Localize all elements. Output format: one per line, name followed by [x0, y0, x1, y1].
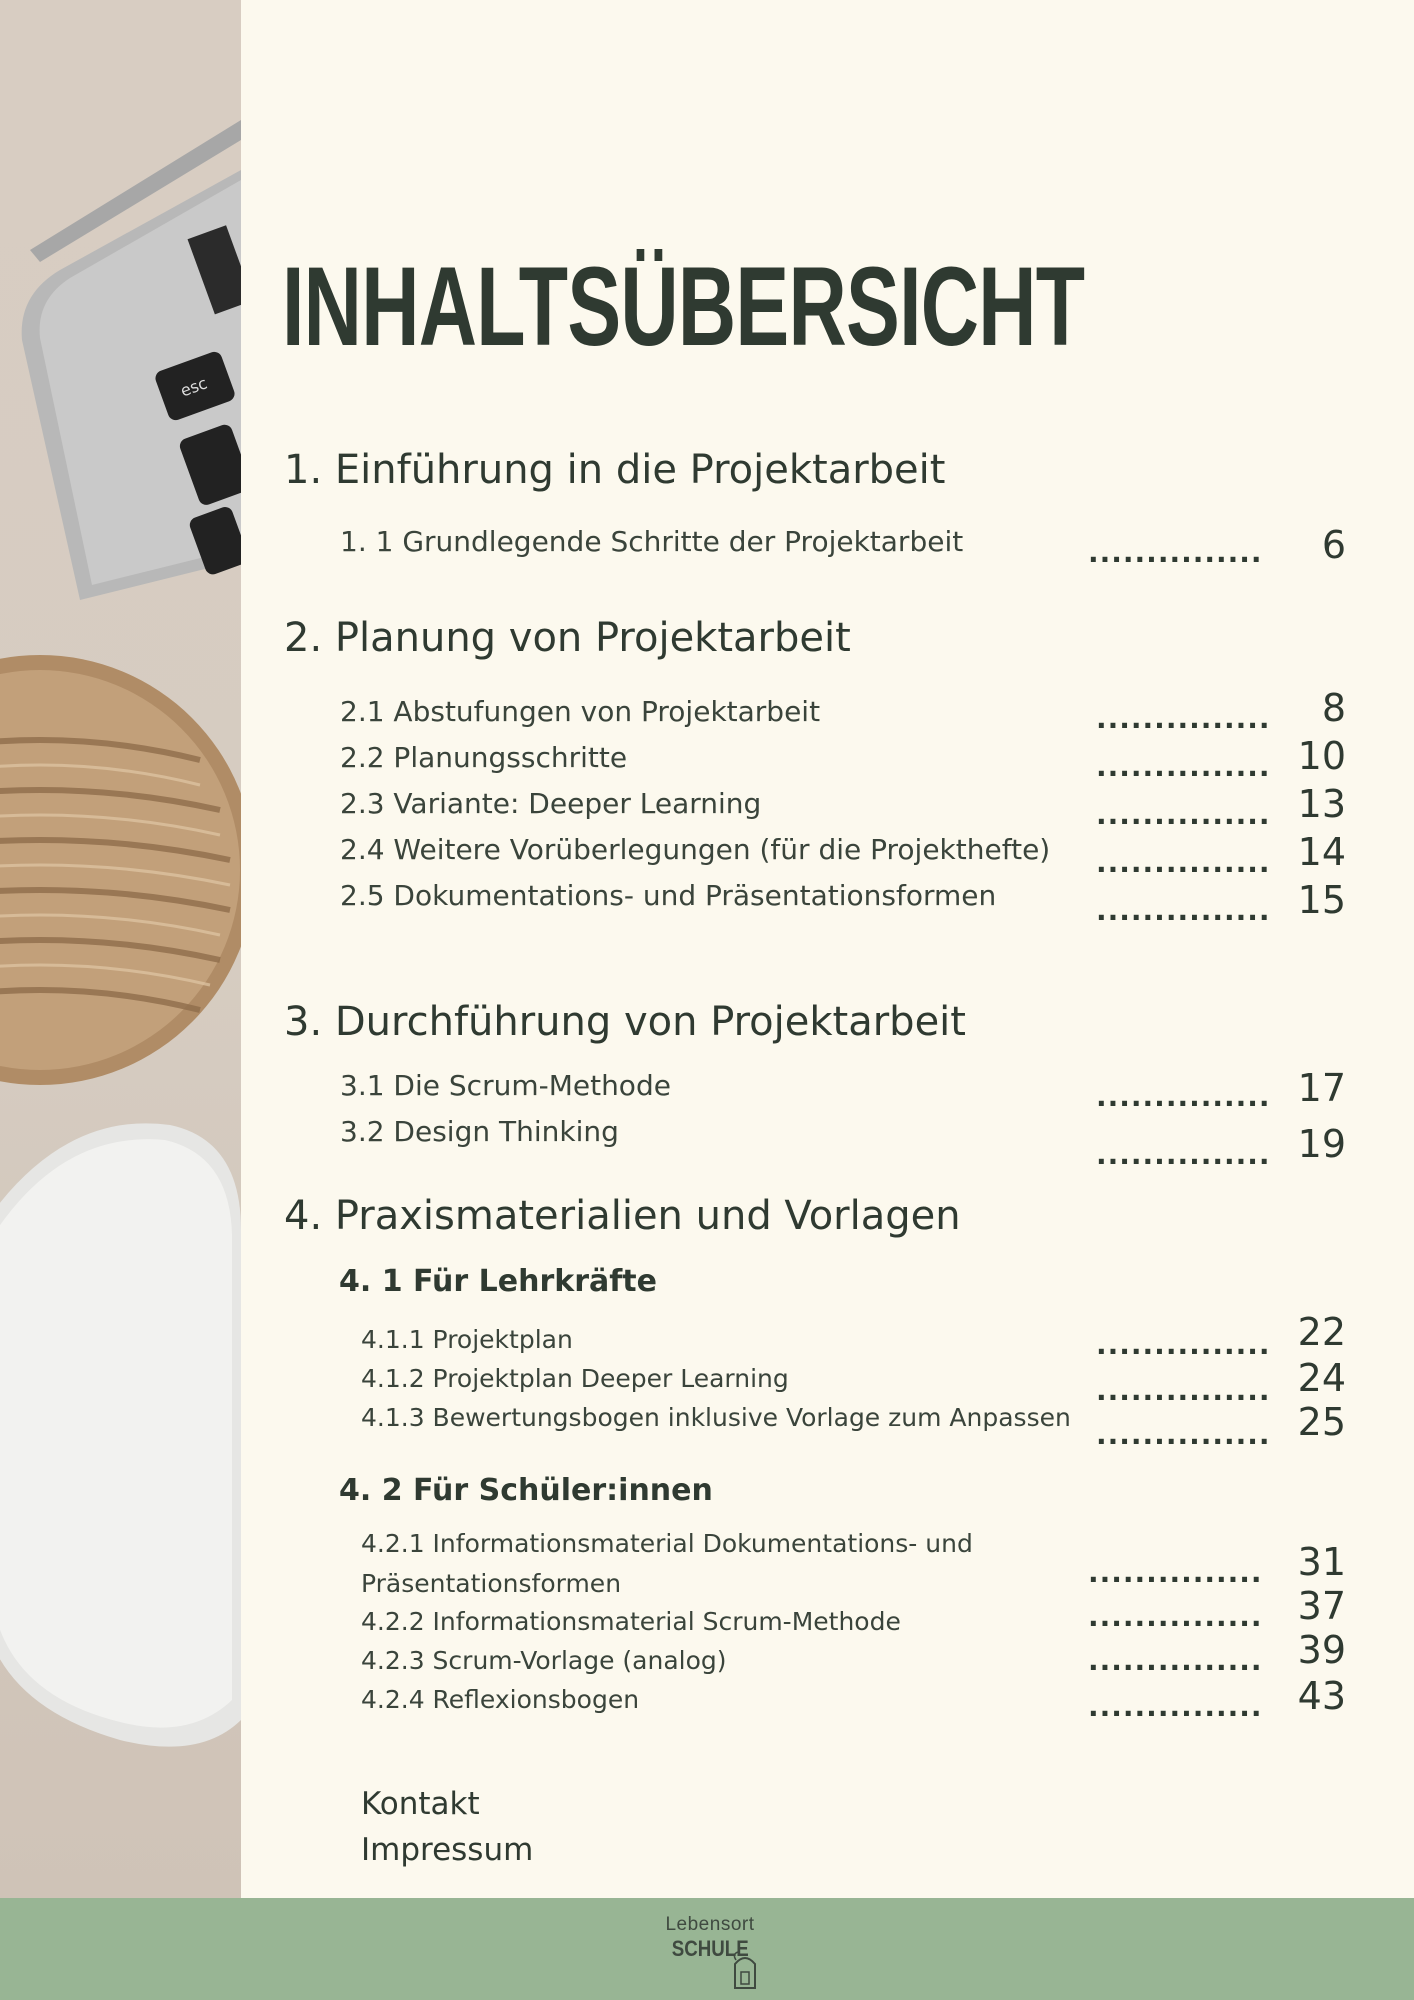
toc-section-heading[interactable]: 2. Planung von Projektarbeit [284, 615, 851, 661]
toc-page-number: 31 [1297, 1540, 1346, 1584]
toc-leader-dots: ............... [1096, 750, 1271, 783]
toc-leader-dots: ............... [1088, 1690, 1263, 1723]
toc-leader-dots: ............... [1088, 536, 1263, 569]
toc-leader-dots: ............... [1096, 894, 1271, 927]
logo-text-line2: SCHULE [671, 1936, 749, 1961]
toc-page-number: 14 [1297, 830, 1346, 874]
page-title: INHALTSÜBERSICHT [282, 244, 1085, 369]
toc-entry-label[interactable]: 4.1.1 Projektplan [361, 1325, 573, 1354]
toc-page-number: 37 [1297, 1584, 1346, 1628]
toc-leader-dots: ............... [1088, 1556, 1263, 1589]
toc-entry-label[interactable]: 4.2.1 Informationsmaterial Dokumentations- und [361, 1529, 973, 1558]
toc-page-number: 10 [1297, 734, 1346, 778]
toc-page-number: 24 [1297, 1356, 1346, 1400]
toc-page-number: 13 [1297, 782, 1346, 826]
footer-band [0, 1898, 1414, 2000]
toc-entry-label[interactable]: 2.4 Weitere Vorüberlegungen (für die Projekthefte) [340, 833, 1051, 866]
decorative-desk-photo [0, 0, 241, 1898]
toc-entry-label[interactable]: 1. 1 Grundlegende Schritte der Projektarbeit [340, 525, 964, 558]
toc-leader-dots: ............... [1096, 1138, 1271, 1171]
toc-entry-label[interactable]: 3.1 Die Scrum-Methode [340, 1069, 671, 1102]
toc-entry-label-continued[interactable]: Präsentationsformen [361, 1569, 622, 1598]
kontakt-link[interactable]: Kontakt [361, 1786, 480, 1822]
toc-page-number: 19 [1297, 1122, 1346, 1166]
toc-leader-dots: ............... [1096, 702, 1271, 735]
toc-entry-label[interactable]: 2.3 Variante: Deeper Learning [340, 787, 762, 820]
brand-logo [640, 1914, 780, 1990]
toc-page-number: 17 [1297, 1066, 1346, 1110]
toc-subsection-heading[interactable]: 4. 2 Für Schüler:innen [339, 1473, 713, 1508]
toc-page-number: 25 [1297, 1400, 1346, 1444]
toc-leader-dots: ............... [1088, 1644, 1263, 1677]
toc-subsection-heading[interactable]: 4. 1 Für Lehrkräfte [339, 1264, 657, 1299]
toc-entry-label[interactable]: 4.1.3 Bewertungsbogen inklusive Vorlage zum Anpassen [361, 1403, 1071, 1432]
impressum-link[interactable]: Impressum [361, 1832, 534, 1868]
toc-entry-label[interactable]: 3.2 Design Thinking [340, 1115, 619, 1148]
logo-text-line1: Lebensort [665, 1914, 755, 1935]
toc-entry-label[interactable]: 4.2.3 Scrum-Vorlage (analog) [361, 1646, 727, 1675]
toc-page-number: 8 [1321, 686, 1346, 730]
toc-section-heading[interactable]: 1. Einführung in die Projektarbeit [284, 447, 946, 493]
toc-leader-dots: ............... [1096, 1374, 1271, 1407]
toc-page-number: 6 [1321, 523, 1346, 567]
svg-text:esc: esc [177, 373, 210, 401]
toc-entry-label[interactable]: 4.2.4 Reflexionsbogen [361, 1685, 640, 1714]
school-house-icon [732, 1950, 758, 1990]
toc-leader-dots: ............... [1096, 846, 1271, 879]
toc-entry-label[interactable]: 2.2 Planungsschritte [340, 741, 628, 774]
toc-page-number: 15 [1297, 878, 1346, 922]
toc-section-heading[interactable]: 3. Durchführung von Projektarbeit [284, 999, 966, 1045]
toc-leader-dots: ............... [1088, 1600, 1263, 1633]
toc-entry-label[interactable]: 4.2.2 Informationsmaterial Scrum-Methode [361, 1607, 901, 1636]
toc-leader-dots: ............... [1096, 1080, 1271, 1113]
toc-page-number: 22 [1297, 1310, 1346, 1354]
toc-leader-dots: ............... [1096, 1328, 1271, 1361]
toc-entry-label[interactable]: 4.1.2 Projektplan Deeper Learning [361, 1364, 789, 1393]
toc-page-number: 39 [1297, 1628, 1346, 1672]
toc-leader-dots: ............... [1096, 798, 1271, 831]
toc-entry-label[interactable]: 2.1 Abstufungen von Projektarbeit [340, 695, 821, 728]
toc-leader-dots: ............... [1096, 1418, 1271, 1451]
toc-entry-label[interactable]: 2.5 Dokumentations- und Präsentationsformen [340, 879, 997, 912]
desk-photo-illustration [0, 0, 241, 1898]
toc-page-number: 43 [1297, 1674, 1346, 1718]
toc-section-heading[interactable]: 4. Praxismaterialien und Vorlagen [284, 1193, 961, 1239]
